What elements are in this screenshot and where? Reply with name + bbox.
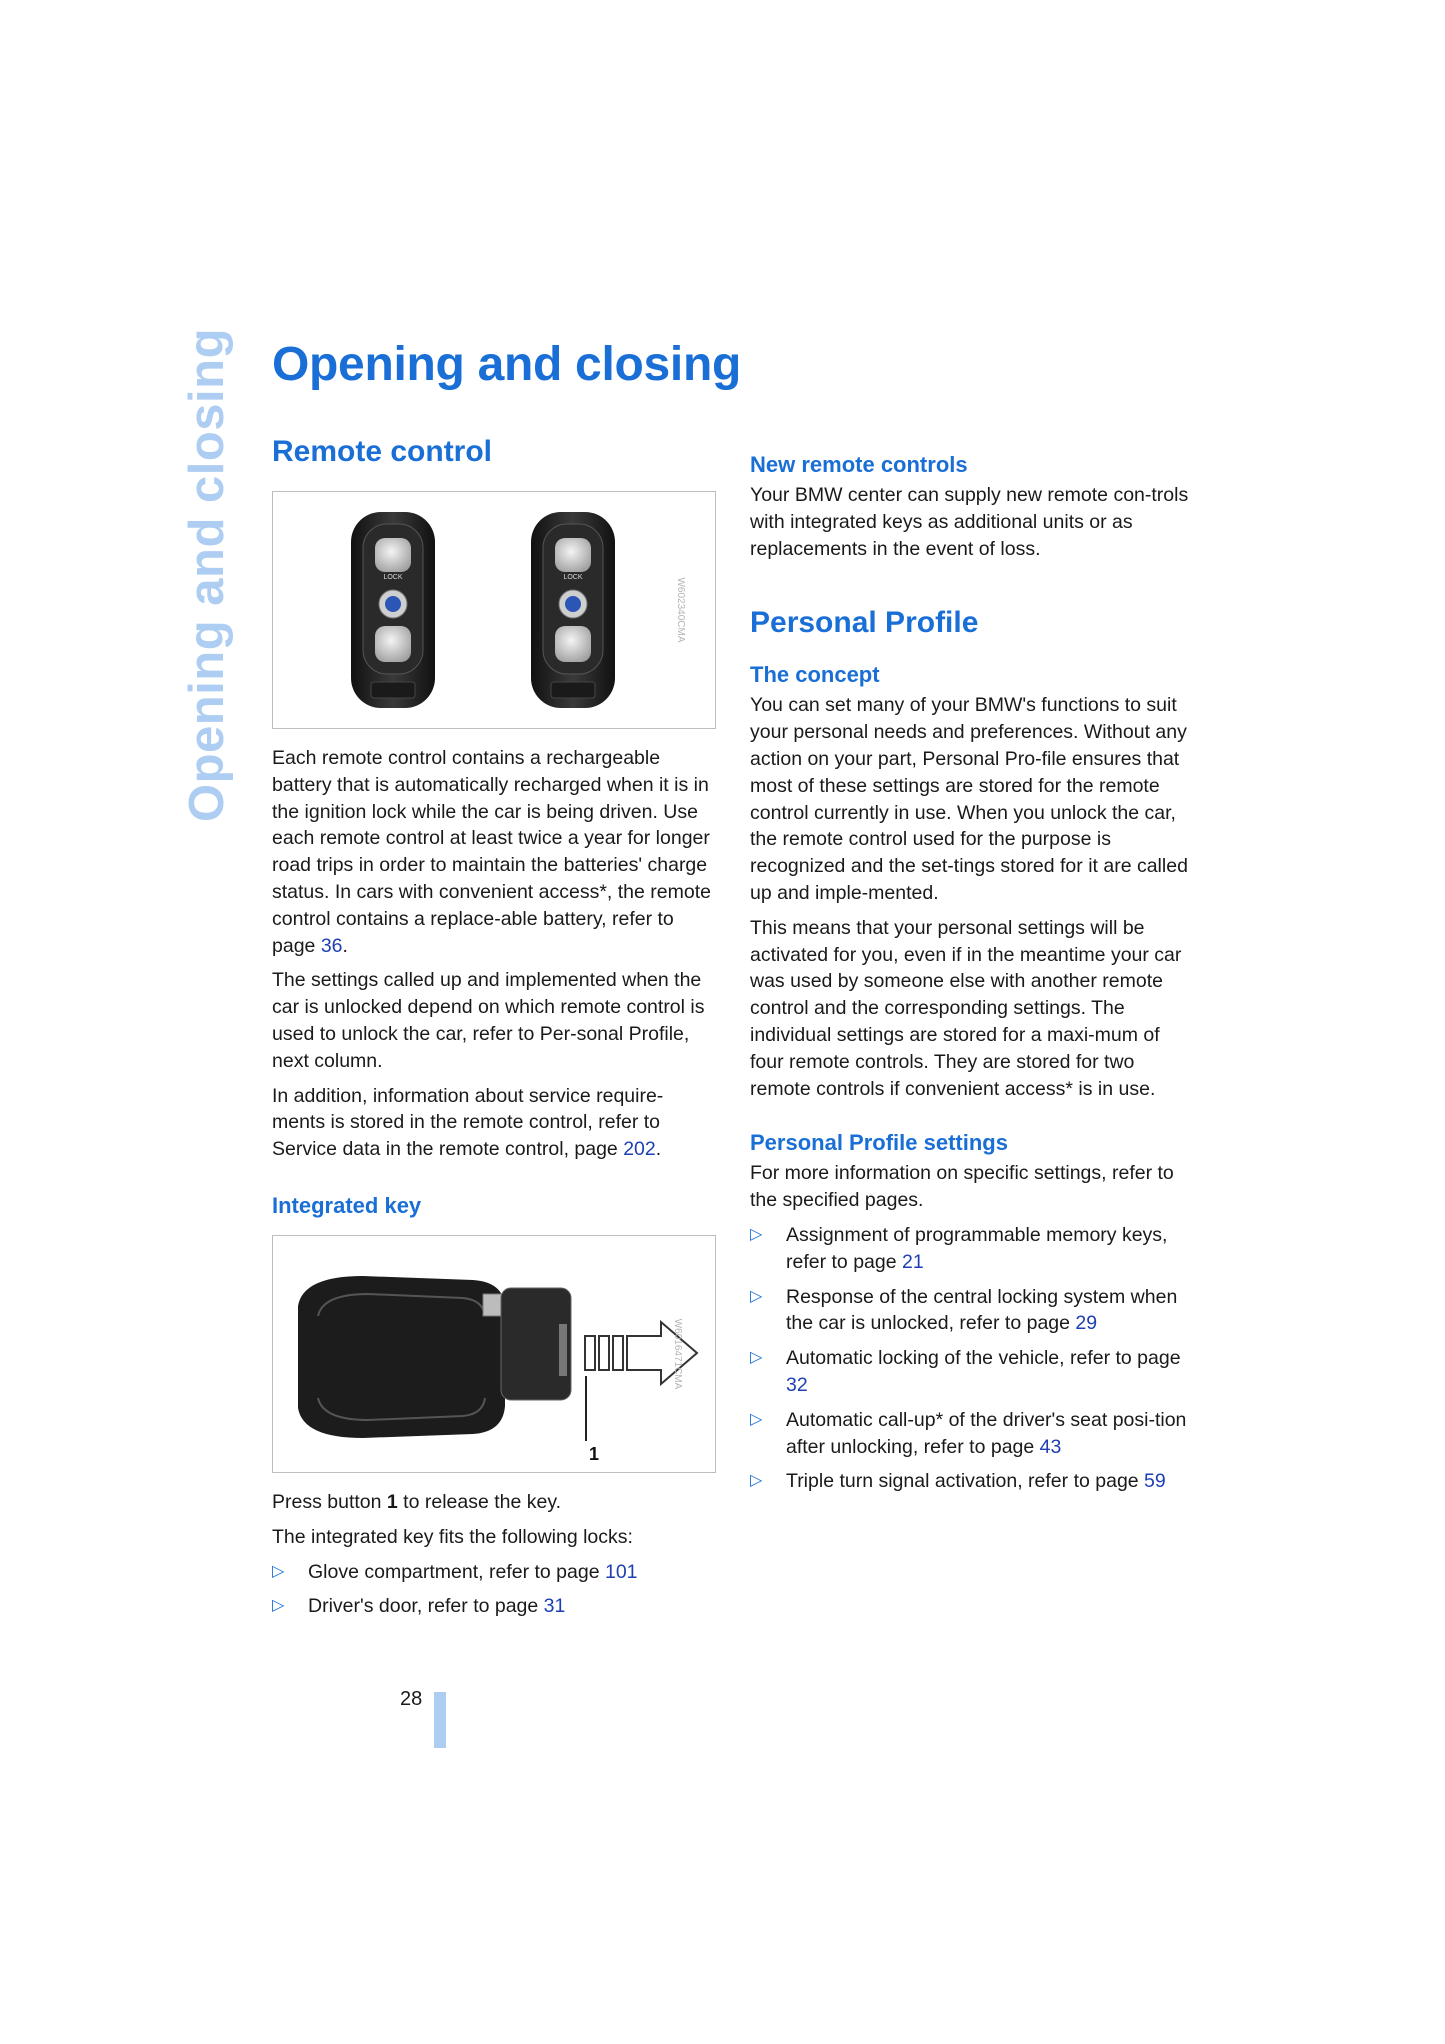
integrated-key-illustration — [273, 1236, 715, 1472]
bullet-triangle-icon: ▷ — [272, 1562, 285, 1580]
page-link[interactable]: 32 — [786, 1373, 808, 1396]
integrated-key-figure — [272, 1235, 716, 1473]
list-item: ▷ Glove compartment, refer to page 101 — [272, 1559, 714, 1586]
subheading-the-concept: The concept — [750, 662, 880, 688]
figure-code: W602340CMA — [674, 577, 686, 643]
page-number: 28 — [400, 1688, 423, 1710]
press-button-instruction: Press button 1 to release the key. — [272, 1490, 562, 1513]
remote-control-paragraph-1: Each remote control contains a rechargeable battery that is automatically recharged when it is in the ignition lock while the car is being driven. Use each remote control at least twice a year for longer road trips in order to maintain the batteries' charge status. In cars with convenient access*, the remote control contains a replace-able battery, refer to page 36. — [272, 747, 711, 957]
locks-list — [272, 1559, 714, 1621]
locks-intro: The integrated key fits the following locks: — [272, 1525, 633, 1548]
bullet-triangle-icon: ▷ — [272, 1597, 285, 1615]
right-column — [750, 440, 1195, 1495]
remote-keys-illustration — [273, 492, 715, 728]
page-marker-bar — [434, 1692, 446, 1748]
list-item: ▷ Triple turn signal activation, refer to page 59 — [750, 1468, 1195, 1495]
section-heading-integrated-key: Integrated key — [272, 1192, 422, 1218]
page-link[interactable]: 29 — [1075, 1312, 1098, 1335]
section-heading-remote-control: Remote control — [272, 435, 493, 468]
section-heading-personal-profile: Personal Profile — [750, 606, 979, 640]
figure-code: W6016471CMA — [672, 1318, 684, 1390]
remote-control-paragraph-2: The settings called up and implemented when the car is unlocked depend on which remote control is used to unlock the car, refer to Per-sonal Profile, next column. — [272, 969, 705, 1072]
bullet-triangle-icon: ▷ — [750, 1225, 763, 1243]
list-item: ▷ Automatic call-up* of the driver's seat posi-tion after unlocking, refer to page 43 — [750, 1408, 1187, 1458]
lock-label: LOCK — [563, 574, 583, 581]
list-item: ▷ Automatic locking of the vehicle, refer to page 32 — [750, 1347, 1181, 1396]
bullet-triangle-icon: ▷ — [750, 1410, 763, 1428]
concept-paragraph-2: This means that your personal settings will be activated for you, even if in the meantime your car was used by someone else with another remote control and the corresponding settings. The individual settings are stored for a maxi-mum of four remote controls. They are stored for two remote controls if convenient access* is in use. — [750, 916, 1182, 1100]
bullet-triangle-icon: ▷ — [750, 1287, 763, 1305]
concept-paragraph-1: You can set many of your BMW's functions to suit your personal needs and preferences. Without any action on your part, Personal Pro-file ensures that most of these settings are stored for the remote control currently in use. When you unlock the car, the remote control used for the purpose is recognized and the set-tings stored for it are called up and imple-mented. — [750, 694, 1188, 904]
remote-control-paragraph-3: In addition, information about service require-ments is stored in the remote control, refer to Service data in the remote control, page 202. — [272, 1084, 664, 1161]
page-link[interactable]: 43 — [1039, 1435, 1062, 1458]
page-link[interactable]: 31 — [543, 1595, 566, 1618]
new-remote-paragraph: Your BMW center can supply new remote con-trols with integrated keys as additional units or as replacements in the event of loss. — [750, 484, 1189, 560]
subheading-personal-profile-settings: Personal Profile settings — [750, 1130, 1008, 1156]
page-link[interactable]: 36 — [320, 934, 343, 957]
section-heading-new-remote-controls: New remote controls — [750, 452, 968, 477]
remote-key-left — [351, 512, 435, 708]
bullet-triangle-icon: ▷ — [750, 1349, 763, 1367]
remote-control-figure — [272, 491, 716, 729]
bullet-triangle-icon: ▷ — [750, 1472, 763, 1490]
list-item: ▷ Driver's door, refer to page 31 — [272, 1593, 714, 1620]
left-column — [272, 435, 714, 1620]
page-link[interactable]: 101 — [604, 1560, 638, 1583]
remote-key-right — [531, 512, 615, 708]
page-link[interactable]: 202 — [623, 1138, 656, 1161]
list-item: ▷ Response of the central locking system when the car is unlocked, refer to page 29 — [750, 1285, 1178, 1335]
page-link[interactable]: 21 — [902, 1250, 924, 1273]
page-link[interactable]: 59 — [1144, 1470, 1166, 1493]
settings-intro: For more information on specific settings, refer to the specified pages. — [750, 1162, 1174, 1212]
list-item: ▷ Assignment of programmable memory keys, refer to page 21 — [750, 1223, 1168, 1273]
callout-number: 1 — [589, 1443, 600, 1464]
settings-list — [750, 1222, 1195, 1495]
side-section-tab-label: Opening and closing — [180, 327, 234, 823]
page-title: Opening and closing — [272, 338, 741, 391]
lock-label: LOCK — [383, 574, 403, 581]
side-section-tab — [177, 327, 237, 823]
